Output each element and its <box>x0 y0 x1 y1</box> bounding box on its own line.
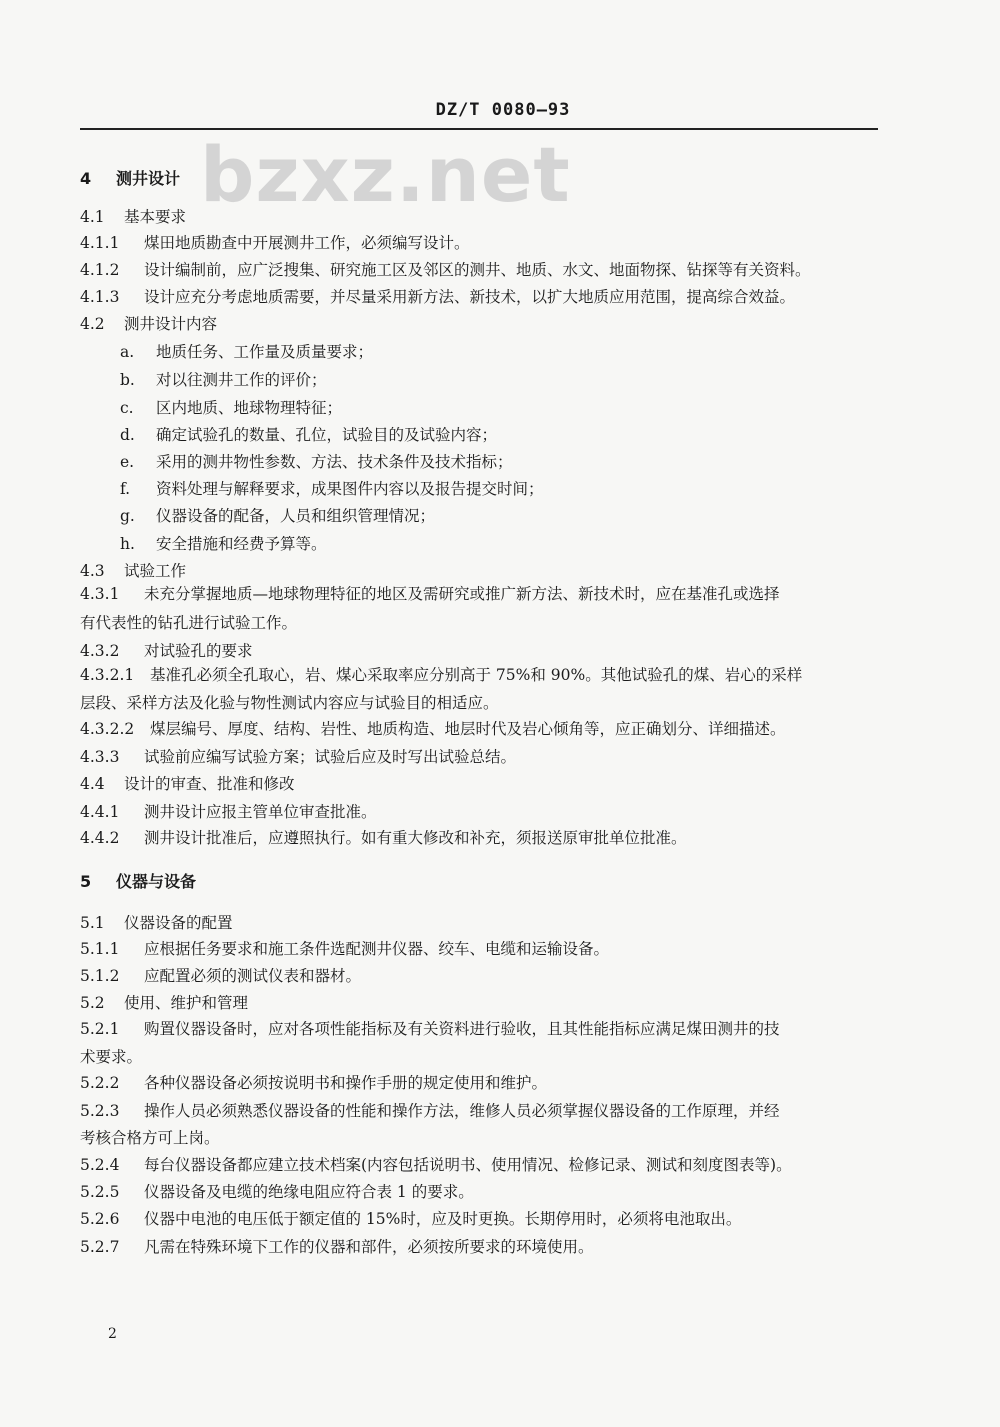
clause-text: 未充分掌握地质—地球物理特征的地区及需研究或推广新方法、新技术时，应在基准孔或选择 <box>144 585 780 603</box>
clause-number: 5.2.5 <box>80 1183 120 1201</box>
clause-number: 4.1.3 <box>80 288 120 306</box>
clause-text: 购置仪器设备时，应对各项性能指标及有关资料进行验收，且其性能指标应满足煤田测井的技 <box>144 1020 780 1038</box>
clause-line <box>80 232 470 254</box>
clause-line <box>80 583 780 605</box>
clause-number: 4.2 <box>80 315 105 333</box>
clause-text: 使用、维护和管理 <box>124 994 249 1012</box>
list-item <box>120 369 327 391</box>
clause-line <box>80 1236 594 1258</box>
clause-number: 5.2.6 <box>80 1210 120 1228</box>
clause-number: g. <box>120 507 135 525</box>
clause-line <box>80 1208 741 1230</box>
clause-line <box>80 664 802 686</box>
clause-number: b. <box>120 371 135 389</box>
clause-line <box>80 827 687 849</box>
clause-text: 操作人员必须熟悉仪器设备的性能和操作方法，维修人员必须掌握仪器设备的工作原理，并经 <box>144 1102 780 1120</box>
clause-text: 凡需在特殊环境下工作的仪器和部件，必须按所要求的环境使用。 <box>144 1238 594 1256</box>
clause-number: c. <box>120 399 134 417</box>
clause-text: 安全措施和经费予算等。 <box>156 535 327 553</box>
clause-line <box>80 912 233 934</box>
clause-text: 设计应充分考虑地质需要，并尽量采用新方法、新技术，以扩大地质应用范围，提高综合效益。 <box>144 288 796 306</box>
document-code-header: DZ/T 0080—93 <box>435 100 571 120</box>
clause-number: f. <box>120 480 131 498</box>
clause-text: 设计的审查、批准和修改 <box>124 775 295 793</box>
clause-number: 5.1.1 <box>80 940 120 958</box>
page-number: 2 <box>108 1326 117 1342</box>
clause-line <box>80 1072 547 1094</box>
clause-text: 测井设计内容 <box>124 315 218 333</box>
clause-text: 仪器设备的配置 <box>124 914 233 932</box>
clause-number: e. <box>120 453 135 471</box>
list-item <box>120 505 435 527</box>
section-heading <box>80 168 180 190</box>
clause-number: 4.3.3 <box>80 748 120 766</box>
clause-number: 4.4 <box>80 775 105 793</box>
clause-text: 基本要求 <box>124 208 187 226</box>
clause-number: 5.2.7 <box>80 1238 120 1256</box>
clause-text: 地质任务、工作量及质量要求； <box>156 343 374 361</box>
clause-number: 5.1 <box>80 914 105 932</box>
clause-text: 仪器与设备 <box>116 872 197 891</box>
list-item <box>120 424 497 446</box>
list-item <box>120 451 513 473</box>
clause-line <box>80 560 186 582</box>
clause-line <box>80 801 377 823</box>
clause-text: 仪器中电池的电压低于额定值的 15%时，应及时更换。长期停用时，必须将电池取出。 <box>144 1210 742 1228</box>
clause-number: 5.2.3 <box>80 1102 120 1120</box>
clause-text: 术要求。 <box>80 1048 143 1066</box>
clause-text: 测井设计批准后，应遵照执行。如有重大修改和补充，须报送原审批单位批准。 <box>144 829 687 847</box>
clause-line <box>80 965 361 987</box>
clause-text: 对试验孔的要求 <box>144 642 253 660</box>
clause-number: 4.1.1 <box>80 234 120 252</box>
clause-text: 考核合格方可上岗。 <box>80 1129 220 1147</box>
clause-text: 煤田地质勘查中开展测井工作，必须编写设计。 <box>144 234 470 252</box>
clause-line <box>80 718 786 740</box>
clause-number: 5.2.4 <box>80 1156 120 1174</box>
clause-number: 5 <box>80 872 92 891</box>
list-item <box>120 478 544 500</box>
clause-line <box>80 1018 780 1040</box>
clause-number: 4.3.2.1 <box>80 666 135 684</box>
clause-number: 4.3.2 <box>80 642 120 660</box>
clause-text: 煤层编号、厚度、结构、岩性、地质构造、地层时代及岩心倾角等，应正确划分、详细描述。 <box>150 720 786 738</box>
clause-number: h. <box>120 535 135 553</box>
clause-number: 4 <box>80 169 92 188</box>
clause-line <box>80 612 297 634</box>
list-item <box>120 397 342 419</box>
clause-text: 各种仪器设备必须按说明书和操作手册的规定使用和维护。 <box>144 1074 548 1092</box>
section-heading <box>80 871 196 893</box>
clause-number: d. <box>120 426 135 444</box>
clause-text: 层段、采样方法及化验与物性测试内容应与试验目的相适应。 <box>80 694 499 712</box>
clause-line <box>80 286 795 308</box>
clause-text: 试验前应编写试验方案；试验后应及时写出试验总结。 <box>144 748 517 766</box>
clause-line <box>80 1154 792 1176</box>
clause-number: a. <box>120 343 135 361</box>
clause-number: 4.4.1 <box>80 803 120 821</box>
clause-number: 5.2 <box>80 994 105 1012</box>
clause-line <box>80 1127 220 1149</box>
clause-line <box>80 206 186 228</box>
clause-text: 采用的测井物性参数、方法、技术条件及技术指标； <box>156 453 513 471</box>
clause-text: 仪器设备的配备，人员和组织管理情况； <box>156 507 436 525</box>
clause-number: 5.2.2 <box>80 1074 120 1092</box>
clause-number: 5.1.2 <box>80 967 120 985</box>
clause-text: 资料处理与解释要求，成果图件内容以及报告提交时间； <box>156 480 544 498</box>
clause-text: 基准孔必须全孔取心，岩、煤心采取率应分别高于 75%和 90%。其他试验孔的煤、岩心的采样 <box>150 666 803 684</box>
clause-text: 测井设计应报主管单位审查批准。 <box>144 803 377 821</box>
list-item <box>120 533 327 555</box>
clause-line <box>80 746 516 768</box>
clause-text: 应配置必须的测试仪表和器材。 <box>144 967 362 985</box>
clause-text: 区内地质、地球物理特征； <box>156 399 343 417</box>
clause-text: 确定试验孔的数量、孔位，试验目的及试验内容； <box>156 426 498 444</box>
clause-line <box>80 992 248 1014</box>
clause-number: 4.4.2 <box>80 829 120 847</box>
clause-number: 4.3.2.2 <box>80 720 135 738</box>
clause-line <box>80 1046 142 1068</box>
list-item <box>120 341 373 363</box>
clause-line <box>80 692 499 714</box>
clause-text: 有代表性的钻孔进行试验工作。 <box>80 614 298 632</box>
clause-text: 试验工作 <box>124 562 187 580</box>
clause-text: 应根据任务要求和施工条件选配测井仪器、绞车、电缆和运输设备。 <box>144 940 610 958</box>
clause-number: 5.2.1 <box>80 1020 120 1038</box>
watermark-text: bzxz.net <box>200 130 571 219</box>
clause-line <box>80 938 609 960</box>
clause-line <box>80 1181 474 1203</box>
clause-text: 设计编制前，应广泛搜集、研究施工区及邻区的测井、地质、水文、地面物探、钻探等有关资料。 <box>144 261 811 279</box>
clause-text: 每台仪器设备都应建立技术档案(内容包括说明书、使用情况、检修记录、测试和刻度图表等)。 <box>144 1156 792 1174</box>
clause-number: 4.3.1 <box>80 585 120 603</box>
clause-line <box>80 1100 780 1122</box>
clause-number: 4.1 <box>80 208 105 226</box>
clause-line <box>80 259 811 281</box>
clause-line <box>80 313 217 335</box>
clause-text: 测井设计 <box>116 169 181 188</box>
clause-text: 仪器设备及电缆的绝缘电阻应符合表 1 的要求。 <box>144 1183 474 1201</box>
clause-number: 4.1.2 <box>80 261 120 279</box>
clause-line <box>80 640 253 662</box>
clause-text: 对以往测井工作的评价； <box>156 371 327 389</box>
clause-line <box>80 773 295 795</box>
clause-number: 4.3 <box>80 562 105 580</box>
